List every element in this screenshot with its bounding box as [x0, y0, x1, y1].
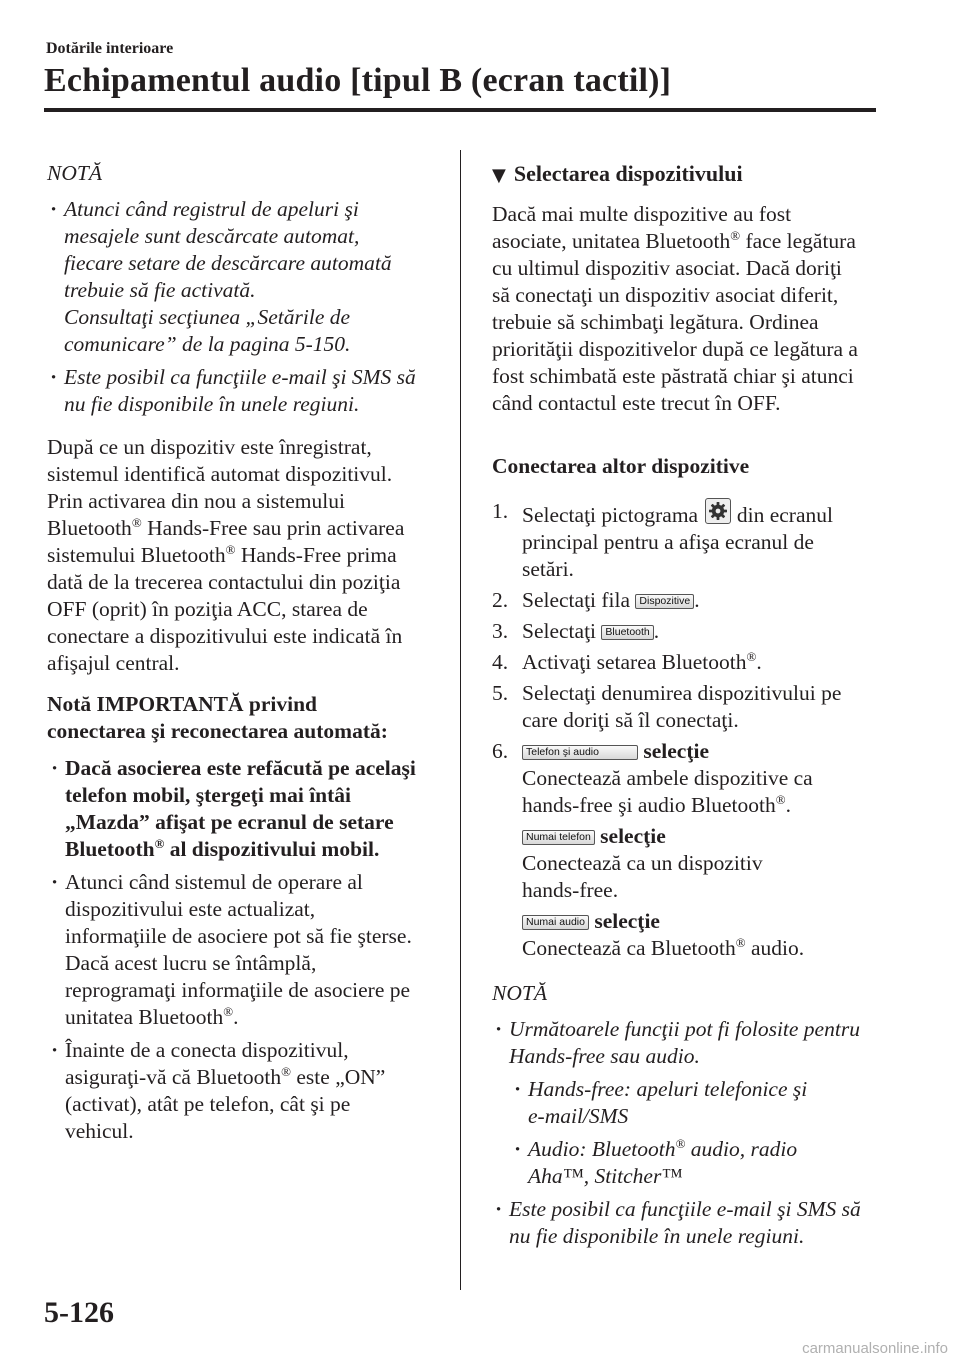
- header-rule: [44, 108, 876, 112]
- important-heading: Notă IMPORTANTĂ privind conectarea şi reconectarea automată:: [47, 692, 388, 743]
- section-heading: ▼ Selectarea dispozitivului: [492, 161, 743, 186]
- devices-tab-button: Dispozitive: [635, 594, 694, 609]
- note-item: · Următoarele funcţii pot fi folosite pentru Hands-free sau audio.: [492, 1016, 880, 1070]
- audio-only-button: Numai audio: [522, 915, 589, 930]
- phone-only-button: Numai telefon: [522, 830, 595, 845]
- triangle-down-icon: ▼: [492, 165, 506, 186]
- step-item: 2. Selectaţi fila Dispozitive .: [492, 588, 700, 612]
- page-title: Echipamentul audio [tipul B (ecran tactil)]: [44, 62, 672, 99]
- note-item: · Atunci când registrul de apeluri şi mesajele sunt descărcate automat, fiecare setare de descărcare automată trebuie să fie activată. Consultaţi secţiunea „Setările de comunicare” de la pagina 5-150.: [47, 196, 443, 358]
- bluetooth-button: Bluetooth: [601, 625, 653, 640]
- phone-and-audio-button: Telefon şi audio: [522, 745, 638, 760]
- subsection-heading: Conectarea altor dispozitive: [492, 454, 750, 478]
- note-item: · Este posibil ca funcţiile e-mail şi SMS să nu fie disponibile în unele regiuni.: [47, 364, 443, 418]
- left-column: [47, 160, 443, 1151]
- right-column: [492, 160, 880, 1256]
- important-item: · Atunci când sistemul de operare al dispozitivului este actualizat, informaţiile de asociere pot să fie şterse. Dacă acest lucru se întâmplă, reprogramaţi informaţiile de asociere pe unitatea Bluetooth®.: [47, 869, 443, 1031]
- step-item: 3. Selectaţi Bluetooth .: [492, 619, 660, 643]
- step-item: 5. Selectaţi denumirea dispozitivului pe care doriţi să îl conectaţi.: [492, 681, 842, 732]
- settings-gear-icon: [705, 498, 731, 524]
- step-item: 6. Telefon şi audio selecţie Conectează ambele dispozitive ca hands-free şi audio Bluetooth®. Numai telefon selecţie Conectează ca un dispozitiv hands-free. Numai audio selecţie Conectează ca Bluetooth® audio.: [492, 739, 813, 960]
- section-label: Dotările interioare: [46, 40, 174, 57]
- note-heading: NOTĂ: [492, 981, 547, 1005]
- page-number: 5-126: [44, 1296, 114, 1329]
- note-subitem: · Audio: Bluetooth® audio, radio Aha™, Stitcher™: [511, 1136, 880, 1190]
- step-item: 4. Activaţi setarea Bluetooth®.: [492, 648, 762, 674]
- watermark: carmanualsonline.info: [802, 1340, 948, 1357]
- important-item: · Înainte de a conecta dispozitivul, asiguraţi-vă că Bluetooth® este „ON” (activat), atât pe telefon, cât şi pe vehicul.: [47, 1037, 443, 1145]
- step-item: 1. Selectaţi pictograma din ecranul principal pentru a afişa ecranul de setări.: [492, 499, 833, 581]
- note-subitem: · Hands-free: apeluri telefonice şi e-mail/SMS: [511, 1076, 880, 1130]
- note-item: · Este posibil ca funcţiile e-mail şi SMS să nu fie disponibile în unele regiuni.: [492, 1196, 880, 1250]
- column-divider: [460, 150, 461, 1290]
- note-heading: NOTĂ: [47, 161, 102, 185]
- paragraph: După ce un dispozitiv este înregistrat, sistemul identifică automat dispozitivul. Prin activarea din nou a sistemului Bluetooth® Hands-Free sau prin activarea sistemului Bluetooth® Hands-Free prima dată de la trecerea contactului din poziţia OFF (oprit) în poziţia ACC, starea de conectare a dispozitivului este indicată în afişajul central.: [47, 435, 405, 675]
- important-item: · Dacă asocierea este refăcută pe acelaşi telefon mobil, ştergeţi mai întâi „Mazda” afişat pe ecranul de setare Bluetooth® al dispozitivului mobil.: [47, 755, 443, 863]
- paragraph: Dacă mai multe dispozitive au fost asociate, unitatea Bluetooth® face legătura cu ultimul dispozitiv asociat. Dacă doriţi să conectaţi un dispozitiv asociat diferit, trebuie să schimbaţi legătura. Ordinea priorităţii dispozitivelor după ce legătura a fost schimbată este păstrată chiar şi atunci când contactul este trecut în OFF.: [492, 202, 858, 415]
